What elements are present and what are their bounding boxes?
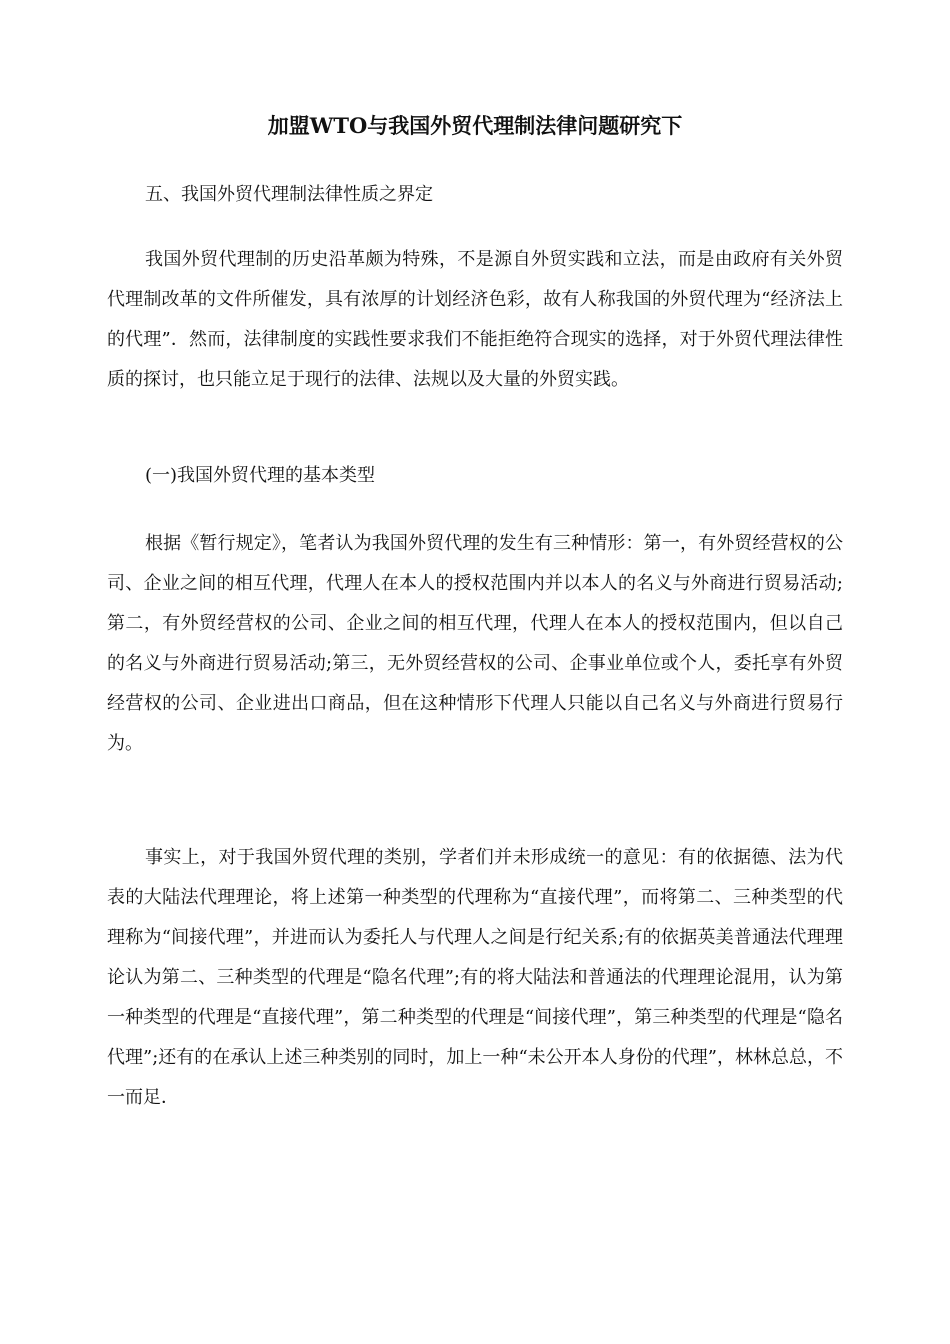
- paragraph-3: 事实上，对于我国外贸代理的类别，学者们并未形成统一的意见：有的依据德、法为代表的大陆法代理理论，将上述第一种类型的代理称为“直接代理”，而将第二、三种类型的代理称为“间接代理”，并进而认为委托人与代理人之间是行纪关系;有的依据英美普通法代理理论认为第二、三种类型的代理是“隐名代理”;有的将大陆法和普通法的代理理论混用，认为第一种类型的代理是“直接代理”，第二种类型的代理是“间接代理”，第三种类型的代理是“隐名代理”;还有的在承认上述三种类别的同时，加上一种“未公开本人身份的代理”，林林总总，不一而足．: [107, 847, 843, 1108]
- section-heading: 五、我国外贸代理制法律性质之界定: [145, 184, 433, 205]
- document-title: 加盟WTO与我国外贸代理制法律问题研究下: [267, 113, 683, 138]
- subsection-heading: (一)我国外贸代理的基本类型: [145, 465, 376, 486]
- paragraph-1: 我国外贸代理制的历史沿革颇为特殊，不是源自外贸实践和立法，而是由政府有关外贸代理制改革的文件所催发，具有浓厚的计划经济色彩，故有人称我国的外贸代理为“经济法上的代理”．然而，法律制度的实践性要求我们不能拒绝符合现实的选择，对于外贸代理法律性质的探讨，也只能立足于现行的法律、法规以及大量的外贸实践。: [107, 249, 843, 390]
- paragraph-2: 根据《暂行规定》，笔者认为我国外贸代理的发生有三种情形：第一，有外贸经营权的公司、企业之间的相互代理，代理人在本人的授权范围内并以本人的名义与外商进行贸易活动;第二，有外贸经营权的公司、企业之间的相互代理，代理人在本人的授权范围内，但以自己的名义与外商进行贸易活动;第三，无外贸经营权的公司、企事业单位或个人，委托享有外贸经营权的公司、企业进出口商品，但在这种情形下代理人只能以自己名义与外商进行贸易行为。: [107, 533, 843, 754]
